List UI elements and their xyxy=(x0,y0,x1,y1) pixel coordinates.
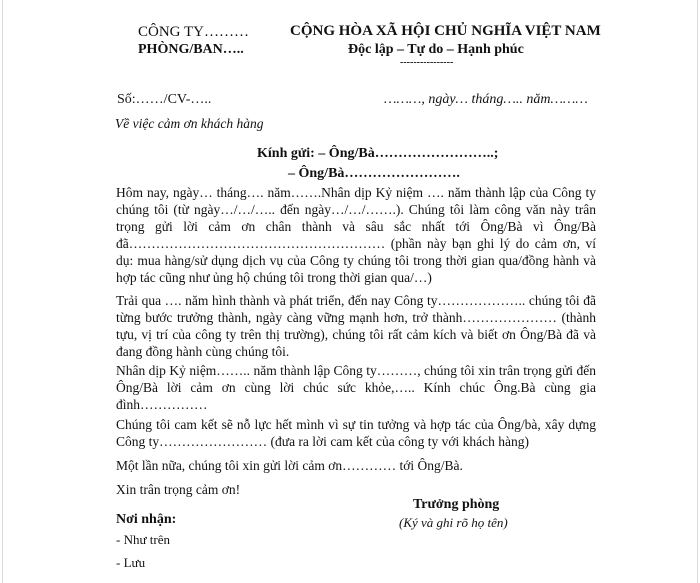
signer-note: (Ký và ghi rõ họ tên) xyxy=(399,515,508,530)
page-border-left xyxy=(2,0,3,583)
date-line: ………, ngày… tháng….. năm……… xyxy=(384,92,588,107)
recipient-item-1: - Như trên xyxy=(116,532,170,547)
national-motto: Độc lập – Tự do – Hạnh phúc xyxy=(348,42,524,57)
document-number: Số:……/CV-….. xyxy=(117,92,212,107)
recipient-item-2: - Lưu xyxy=(116,555,146,570)
body-paragraph-3: Nhân dịp Kỷ niệm…….. năm thành lập Công ty………, chúng tôi xin trân trọng gửi đến Ông/Bà lời cảm ơn cùng lời chúc sức khỏe,….. Kính chúc Ông.Bà cùng gia đình…………… xyxy=(116,363,596,412)
greeting-line-2: – Ông/Bà……………………. xyxy=(288,166,460,181)
department-name: PHÒNG/BAN….. xyxy=(138,42,244,57)
body-paragraph-4: Chúng tôi cam kết sẽ nỗ lực hết mình vì sự tin tưởng và hợp tác của Ông/bà, xây dựng Công ty…………………… (đưa ra lời cam kết của công ty với khách hàng) xyxy=(116,417,596,449)
body-paragraph-5: Một lần nữa, chúng tôi xin gửi lời cảm ơn………… tới Ông/Bà. xyxy=(116,458,463,473)
greeting-line-1: Kính gửi: – Ông/Bà……………………..; xyxy=(257,146,499,161)
body-paragraph-2: Trải qua …. năm hình thành và phát triển, đến nay Công ty……………….. chúng tôi đã từng bước trưởng thành, ngày càng vững mạnh hơn, trở thành………………… (thành tựu, vị trí của công ty trên thị trường), chúng tôi rất cảm kích và biết ơn Ông/Bà đã và đang đồng hành cùng chúng tôi. xyxy=(116,293,596,359)
motto-underline: ---------------- xyxy=(400,57,454,68)
body-paragraph-1: Hôm nay, ngày… tháng…. năm…….Nhân dịp Kỷ niệm …. năm thành lập của Công ty chúng tôi (từ ngày…/…/….. đến ngày…/…/…….). Chúng tôi làm công văn này trân trọng gửi lời cảm ơn chân thành và sâu sắc nhất tới Ông/Bà vì Ông/Bà đã………………………………………………… (phần này bạn ghi lý do cảm ơn, ví dụ: mua hàng/sử dụng dịch vụ của Công ty chúng tôi trong thời gian qua/đồng hành và hợp tác cũng như ủng hộ chúng tôi trong thời gian qua/…) xyxy=(116,185,596,285)
company-name: CÔNG TY……… xyxy=(138,24,249,40)
recipients-label: Nơi nhận: xyxy=(116,512,177,527)
signer-title: Trưởng phòng xyxy=(413,497,500,512)
page-border-right xyxy=(697,0,698,583)
national-title: CỘNG HÒA XÃ HỘI CHỦ NGHĨA VIỆT NAM xyxy=(290,23,601,39)
document-subject: Về việc cảm ơn khách hàng xyxy=(115,116,264,131)
body-paragraph-6: Xin trân trọng cảm ơn! xyxy=(116,482,241,497)
